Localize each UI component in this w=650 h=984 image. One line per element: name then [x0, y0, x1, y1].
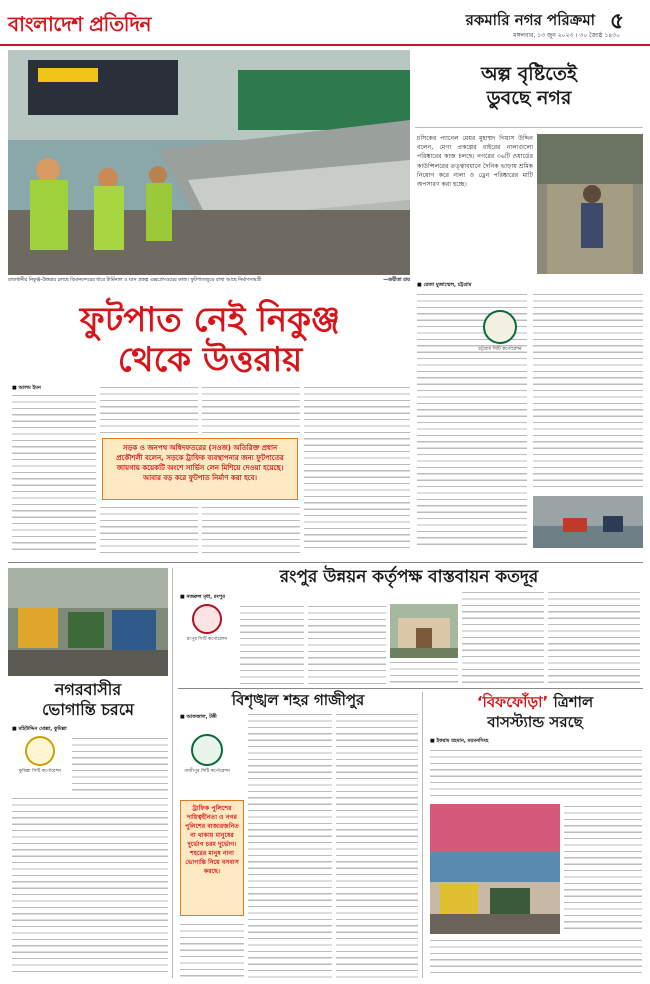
- rain-photo-bottom: [533, 496, 643, 548]
- gazipur-callout: ট্রাফিক পুলিশের দায়িত্বহীনতা ও নগর পুলিশের বাজারজনিত না থাকায় মানুষের দুর্ভোগ চরম দুর্ভোগ। শহরের মানুষ নানা ভোগান্তি নিয়ে বসবাস করছে।: [180, 800, 244, 916]
- gazipur-byline: ■ আফজাল, টঙ্গী: [180, 714, 217, 720]
- lead-photo: [8, 50, 410, 275]
- lead-body-col3: [202, 385, 300, 433]
- section-title: রকমারি নগর পরিক্রমা: [465, 11, 595, 29]
- gazipur-city-logo: [178, 734, 236, 794]
- mymensingh-headline: [428, 692, 642, 732]
- gazipur-logo-label: গাজীপুর সিটি কর্পোরেশন: [184, 769, 230, 774]
- rangpur-body-col3: [390, 660, 458, 684]
- page-number: ৫: [609, 9, 625, 34]
- comilla-byline: ■ মহিউদ্দিন মোল্লা, কুমিল্লা: [12, 726, 67, 732]
- gazipur-body-col3: [336, 712, 418, 978]
- gazipur-body-col2: [248, 712, 332, 978]
- comilla-city-logo: [12, 736, 68, 792]
- lead-body-col4: [304, 385, 410, 553]
- section-divider-1: [8, 562, 643, 563]
- mymensingh-headline-rest: ত্রিশাল: [548, 693, 594, 711]
- comilla-body-b: [12, 796, 168, 976]
- comilla-photo: [8, 568, 168, 676]
- lead-headline-2: থেকে উত্তরায়: [117, 340, 303, 380]
- rain-body-col2: [533, 292, 643, 492]
- paper-logo: [8, 10, 188, 34]
- rain-section: [415, 50, 643, 548]
- rangpur-body-col5: [548, 590, 640, 684]
- vertical-divider-2: [422, 692, 423, 978]
- lead-callout: সড়ক ও জনপথ অধিদফতরের (সওজ) অতিরিক্ত প্রধান প্রকৌশলী বলেন, সড়কে ট্রাফিক ব্যবস্থাপনার জন্য ফুটপাতের জায়গায় কয়েকটি অংশে সার্ভিস লেন মিশিয়ে দেওয়া হয়েছে। আবার বড় করে ফুটপাত নির্মাণ করা হবে।: [102, 438, 298, 500]
- lead-caption-text: রাজধানীর নিকুঞ্জ-উত্তরার চলছে বিমানবন্দরের ধারে টার্মিনাল ও ঘাস প্রকল্প এক্সপ্রেসওয়ের কাজ। ফুটপাতজুড়ে রাখা আছে নির্মাণসামগ্রী: [8, 278, 262, 283]
- date-line: মঙ্গলবার, ১৩ জুন ২০২৩ । ৩০ জ্যৈষ্ঠ ১৪৩০: [513, 32, 620, 39]
- comilla-body-a: [72, 736, 168, 794]
- mymensingh-photo: [430, 804, 560, 934]
- rangpur-body-col2: [308, 604, 386, 684]
- lead-body-col1: [12, 393, 96, 553]
- rain-city-logo: [471, 310, 529, 368]
- lead-photo-credit: —জয়ীতা রায়: [383, 278, 410, 283]
- masthead: [0, 0, 650, 46]
- comilla-logo-label: কুমিল্লা সিটি কর্পোরেশন: [18, 769, 62, 774]
- lead-body-col3b: [202, 505, 300, 553]
- rain-headline-1: অল্প বৃষ্টিতেই: [481, 63, 577, 85]
- comilla-headline: [8, 680, 168, 720]
- vertical-divider-1: [172, 568, 173, 978]
- gazipur-headline: বিশৃঙ্খল শহর গাজীপুর: [231, 691, 365, 709]
- rain-logo-label: চট্টগ্রাম সিটি কর্পোরেশন: [478, 347, 522, 352]
- masthead-rule: [0, 44, 650, 46]
- lead-body-col2b: [100, 505, 198, 553]
- rangpur-body-col1: [240, 604, 304, 684]
- comilla-headline-1: নগরবাসীর: [54, 680, 122, 699]
- mymensingh-byline: ■ ইকরাম রহমান, ময়মনসিংহ: [430, 738, 489, 744]
- lead-photo-caption: [8, 278, 410, 284]
- rangpur-headline: রংপুর উন্নয়ন কর্তৃপক্ষ বাস্তবায়ন কতদূর: [279, 567, 539, 587]
- rain-headline-box: [415, 50, 643, 128]
- gazipur-seal-icon: [191, 734, 223, 766]
- mymensingh-body-right: [564, 804, 642, 934]
- comilla-headline-2: ভোগান্তি চরমে: [41, 700, 135, 719]
- rangpur-logo-label: রংপুর সিটি কর্পোরেশন: [186, 637, 228, 642]
- mymensingh-body-bottom: [430, 938, 642, 978]
- lead-byline: ■ আলম ইমন: [12, 385, 41, 391]
- rain-photo-top: [537, 134, 643, 274]
- lead-body-col2: [100, 385, 198, 433]
- mymensingh-body-top: [430, 748, 642, 800]
- rangpur-photo: [390, 604, 458, 658]
- mymensingh-headline-2: বাসস্ট্যান্ড সরছে: [487, 713, 583, 731]
- rangpur-seal-icon: [192, 604, 222, 634]
- section-divider-2: [178, 688, 643, 689]
- lead-headline-1: ফুটপাত নেই নিকুঞ্জ: [79, 300, 341, 340]
- rangpur-byline: ■ নজরুল মৃধা, রংপুর: [180, 594, 225, 600]
- mymensingh-headline-quote: ‘বিফফোঁড়া’: [476, 693, 549, 711]
- rangpur-body-col4: [462, 590, 544, 684]
- rangpur-city-logo: [178, 604, 236, 660]
- rain-byline: ■ রেজা মুজাম্মেল, চট্টগ্রাম: [417, 282, 472, 288]
- lead-headline: [40, 300, 380, 380]
- paper-name: বাংলাদেশ প্রতিদিন: [8, 12, 151, 36]
- chattogram-seal-icon: [483, 310, 517, 344]
- rain-headline-2: ডুবছে নগর: [486, 87, 572, 109]
- rain-intro: চসিকের প্যানেল মেয়র মুহাম্মদ গিয়াস উদ্দিন বলেন, মেগা প্রকল্পের বাইরের নালাগুলো পরিষ্কারের কাজ চলছে। নগরের ৩৬টি ওয়ার্ডের কাউন্সিলরের তত্ত্বাবধানে দৈনিক ভাড়ায় শ্রমিক নিয়োগ করে নালা ও ড্রেন পরিষ্কারের মাটি অপসারণ করা হচ্ছে।: [417, 135, 533, 189]
- comilla-seal-icon: [25, 736, 55, 766]
- gazipur-body-col1: [180, 922, 244, 978]
